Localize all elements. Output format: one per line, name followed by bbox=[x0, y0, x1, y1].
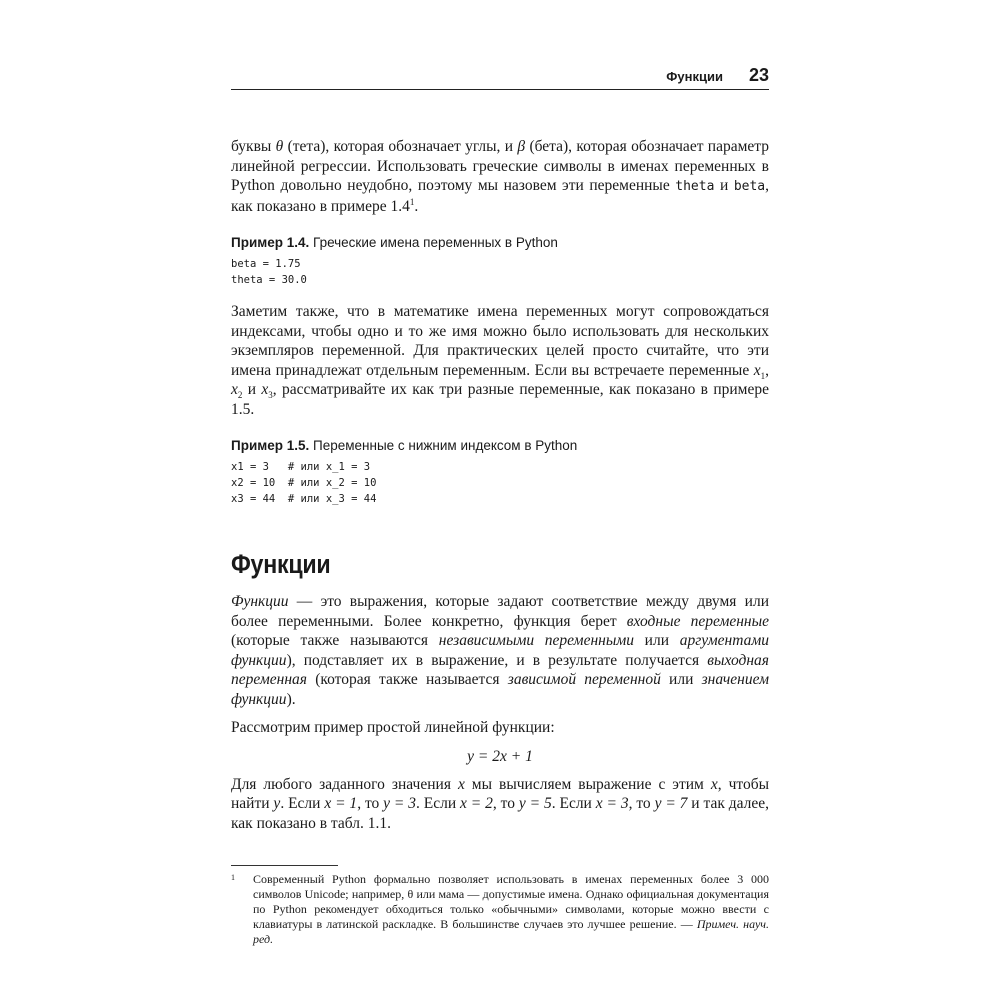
expr: y = 5 bbox=[518, 795, 552, 812]
linear-function-intro: Рассмотрим пример простой линейной функции: bbox=[231, 719, 555, 736]
term-independent-variables: независимыми переменными bbox=[438, 632, 634, 649]
subscript-2: 2 bbox=[237, 390, 243, 401]
example-1-5-code: x1 = 3 # или x_1 = 3 x2 = 10 # или x_2 = 10 x3 = 44 # или x_3 = 44 bbox=[231, 461, 377, 505]
term-input-variables: входные переменные bbox=[626, 612, 770, 630]
inline-code-beta: beta bbox=[733, 179, 766, 194]
var-x: x bbox=[261, 381, 269, 398]
term-functions: Функции bbox=[231, 593, 289, 610]
term-output-variable: выходная переменная bbox=[231, 651, 769, 688]
text: , чтобы найти bbox=[231, 775, 769, 812]
indices-sep-1: , bbox=[765, 361, 769, 379]
intro-text-1: буквы bbox=[231, 138, 276, 155]
intro-text-4: и bbox=[714, 177, 734, 194]
example-1-5-title: Переменные с нижним индексом в Python bbox=[309, 438, 578, 453]
expr: x = 1 bbox=[324, 795, 358, 812]
text: — это выражения, которые задают соответствие между двумя или более переменными. Более конкретно, функция берет bbox=[231, 593, 769, 630]
var-x: x bbox=[710, 775, 718, 793]
var-y: y bbox=[273, 795, 281, 812]
text: ). bbox=[286, 690, 296, 708]
running-header-title: Функции bbox=[666, 69, 723, 84]
example-1-5-caption bbox=[231, 438, 769, 453]
example-1-4-title: Греческие имена переменных в Python bbox=[309, 235, 558, 250]
text: и так далее, как показано в табл. 1.1. bbox=[231, 795, 770, 832]
text: или bbox=[660, 671, 702, 688]
page-number: 23 bbox=[748, 65, 769, 85]
linear-function-examples-paragraph bbox=[231, 775, 769, 834]
text: мы вычисляем выражение с этим bbox=[464, 775, 711, 793]
text: Для любого заданного значения bbox=[231, 775, 458, 793]
expr: y = 3 bbox=[383, 795, 417, 812]
example-1-4-label: Пример 1.4. bbox=[231, 235, 310, 250]
indices-sep-2: и bbox=[242, 381, 262, 398]
text: ), подставляет их в выражение, и в результате получается bbox=[286, 651, 708, 669]
section-heading: Функции bbox=[231, 549, 331, 579]
footnote-mark: 1 bbox=[231, 873, 235, 882]
var-x: x bbox=[457, 775, 465, 793]
indices-paragraph bbox=[231, 302, 769, 419]
inline-code-theta: theta bbox=[675, 179, 715, 194]
intro-text-2: (тета), которая обозначает углы, и bbox=[283, 138, 518, 155]
text: , то bbox=[357, 795, 384, 812]
editor-note: Примеч. науч. ред. bbox=[253, 917, 769, 946]
intro-paragraph bbox=[231, 137, 769, 216]
intro-text-5: , как показано в примере 1.4 bbox=[231, 177, 769, 215]
footnote-reference: 1 bbox=[409, 196, 415, 207]
footnote-text bbox=[253, 872, 769, 947]
intro-text-3: (бета), которая обозначает параметр линейной регрессии. Использовать греческие символы в именах переменных в Python довольно неудобно, поэтому мы назовем эти переменные bbox=[231, 138, 770, 194]
functions-definition-paragraph bbox=[231, 592, 769, 709]
text: . Если bbox=[416, 795, 461, 812]
text: . Если bbox=[551, 795, 596, 812]
running-header bbox=[231, 58, 769, 90]
expr: x = 3 bbox=[595, 795, 629, 812]
text: (которые также называются bbox=[231, 632, 439, 649]
var-x: x bbox=[231, 381, 238, 398]
footnote-rule bbox=[231, 865, 338, 866]
indices-text-2: , рассматривайте их как три разные переменные, как показано в примере 1.5. bbox=[231, 381, 769, 418]
book-page bbox=[231, 58, 769, 947]
text: . Если bbox=[280, 795, 325, 812]
intro-text-6: . bbox=[414, 197, 419, 215]
text: или bbox=[633, 632, 680, 649]
term-function-arguments: аргументами функции bbox=[231, 632, 770, 669]
example-1-4-code: beta = 1.75 theta = 30.0 bbox=[231, 258, 307, 286]
formula: y = 2x + 1 bbox=[467, 747, 533, 765]
expr: x = 2 bbox=[460, 795, 493, 812]
example-1-4-caption bbox=[231, 235, 769, 250]
var-x: x bbox=[753, 361, 761, 379]
subscript-1: 1 bbox=[760, 370, 766, 381]
example-1-5-label: Пример 1.5. bbox=[231, 438, 310, 453]
theta-symbol: θ bbox=[275, 138, 284, 155]
term-dependent-variable: зависимой переменной bbox=[507, 671, 661, 688]
text: Современный Python формально позволяет использовать в именах переменных более 3 000 символов Unicode; например, θ или мама — допустимые имена. Однако официальная документация по Python рекомендует обходиться только «обычными» символами, которые можно ввести с клавиатуры в латинской раскладке. В большинстве случаев это лучшее решение. — bbox=[253, 872, 769, 931]
footnote bbox=[231, 872, 769, 947]
text: , то bbox=[628, 795, 655, 812]
text: (которая также называется bbox=[306, 671, 508, 688]
term-function-value: значением функции bbox=[231, 671, 770, 708]
subscript-3: 3 bbox=[268, 390, 273, 401]
expr: y = 7 bbox=[654, 795, 688, 812]
text: , то bbox=[492, 795, 519, 812]
beta-symbol: β bbox=[517, 138, 526, 155]
indices-text-1: Заметим также, что в математике имена переменных могут сопровождаться индексами, чтобы одно и то же имя можно было использовать для нескольких экземпляров переменной. Для практических целей просто считайте, что эти имена принадлежат отдельным переменным. Если вы встречаете переменные bbox=[231, 303, 769, 379]
